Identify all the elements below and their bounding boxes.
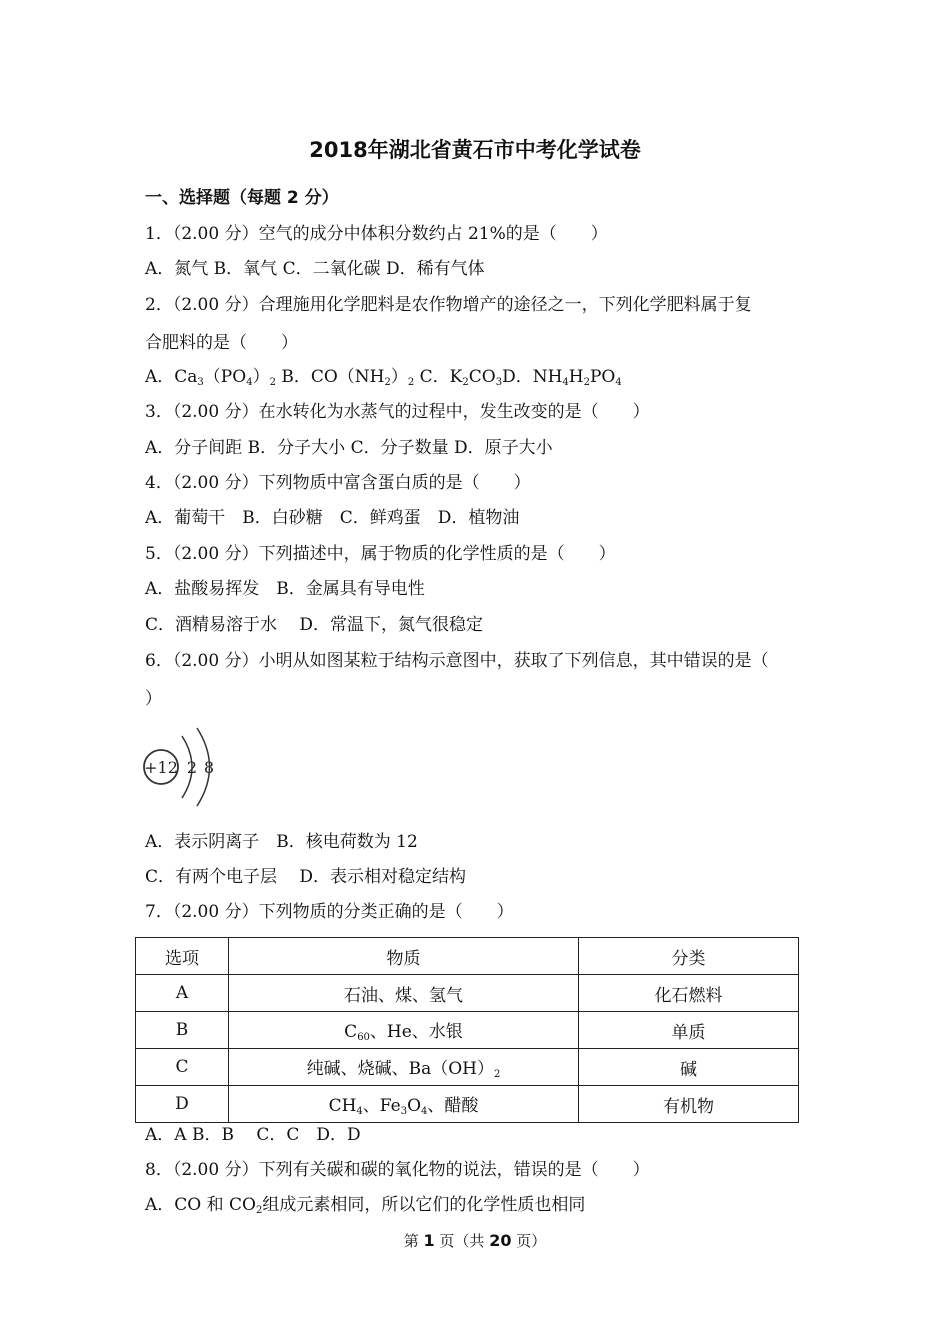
q2-stem-line2: 合肥料的是（ ） <box>145 333 298 353</box>
header-class: 分类 <box>579 938 799 975</box>
q7-stem: 7．（2.00 分）下列物质的分类正确的是（ ） <box>145 902 514 922</box>
q6-options-line1: A．表示阴离子 B．核电荷数为 12 <box>145 832 418 852</box>
table-row <box>136 975 799 1012</box>
row-class: 单质 <box>579 1012 799 1049</box>
q2-stem-line1: 2．（2.00 分）合理施用化学肥料是农作物增产的途径之一，下列化学肥料属于复 <box>145 295 752 315</box>
q2-options: A．$Ca_3(PO_4)_2$ B．$CO(NH_2)_2$ C．$K_2CO_3D$．$NH_4H_2PO_4$ <box>145 367 622 388</box>
q5-stem: 5．（2.00 分）下列描述中，属于物质的化学性质的是（ ） <box>145 544 616 564</box>
q1-options: A．氮气 B．氧气 C．二氧化碳 D．稀有气体 <box>145 259 485 279</box>
table-row <box>136 1012 799 1049</box>
q1-stem: 1．（2.00 分）空气的成分中体积分数约占 21%的是（ ） <box>145 224 608 244</box>
q7-options: A．A B．B C．C D．D <box>145 1125 361 1145</box>
shell1-electrons: 2 <box>186 758 198 777</box>
row-class: 有机物 <box>579 1086 799 1123</box>
q4-stem: 4．（2.00 分）下列物质中富含蛋白质的是（ ） <box>145 473 531 493</box>
page-footer: 第 1 页（共 20 页） <box>403 1231 547 1250</box>
table-row <box>136 1049 799 1086</box>
section-heading: 一、选择题（每题 2 分） <box>145 188 339 208</box>
row-substance: 纯碱、烧碱、$Ba(OH)_2$ <box>229 1049 579 1086</box>
q4-options: A．葡萄干 B．白砂糖 C．鲜鸡蛋 D．植物油 <box>145 508 520 528</box>
q3-stem: 3．（2.00 分）在水转化为水蒸气的过程中，发生改变的是（ ） <box>145 402 650 422</box>
q3-options: A．分子间距 B．分子大小 C．分子数量 D．原子大小 <box>145 438 553 458</box>
table-header-row <box>136 938 799 975</box>
q6-options-line2: C．有两个电子层 D．表示相对稳定结构 <box>145 867 467 887</box>
row-substance: 石油、煤、氢气 <box>229 975 579 1012</box>
row-substance: $CH_4$、$Fe_3O_4$、醋酸 <box>229 1086 579 1123</box>
atom-structure-diagram <box>142 722 222 812</box>
row-option: A <box>136 975 229 1012</box>
row-option: B <box>136 1012 229 1049</box>
nucleus-charge: +12 <box>144 758 178 777</box>
q6-stem-line1: 6．（2.00 分）小明从如图某粒于结构示意图中，获取了下列信息，其中错误的是（ <box>145 651 769 671</box>
header-substance: 物质 <box>229 938 579 975</box>
shell2-electrons: 8 <box>203 758 215 777</box>
q6-stem-line2: ） <box>145 689 162 709</box>
exam-title: 2018年湖北省黄石市中考化学试卷 <box>309 138 641 162</box>
row-class: 碱 <box>579 1049 799 1086</box>
q5-options-line1: A．盐酸易挥发 B．金属具有导电性 <box>145 579 425 599</box>
header-option: 选项 <box>136 938 229 975</box>
q8-option-a: A．CO 和 $CO_2$组成元素相同，所以它们的化学性质也相同 <box>145 1195 586 1216</box>
table-row <box>136 1086 799 1123</box>
row-option: C <box>136 1049 229 1086</box>
row-class: 化石燃料 <box>579 975 799 1012</box>
page-total: 20 <box>489 1231 512 1250</box>
row-option: D <box>136 1086 229 1123</box>
q8-stem: 8．（2.00 分）下列有关碳和碳的氧化物的说法，错误的是（ ） <box>145 1160 650 1180</box>
page-number: 1 <box>423 1231 435 1250</box>
classification-table <box>135 937 799 1123</box>
q5-options-line2: C．酒精易溶于水 D．常温下，氮气很稳定 <box>145 615 484 635</box>
row-substance: $C_{60}$、He、水银 <box>229 1012 579 1049</box>
